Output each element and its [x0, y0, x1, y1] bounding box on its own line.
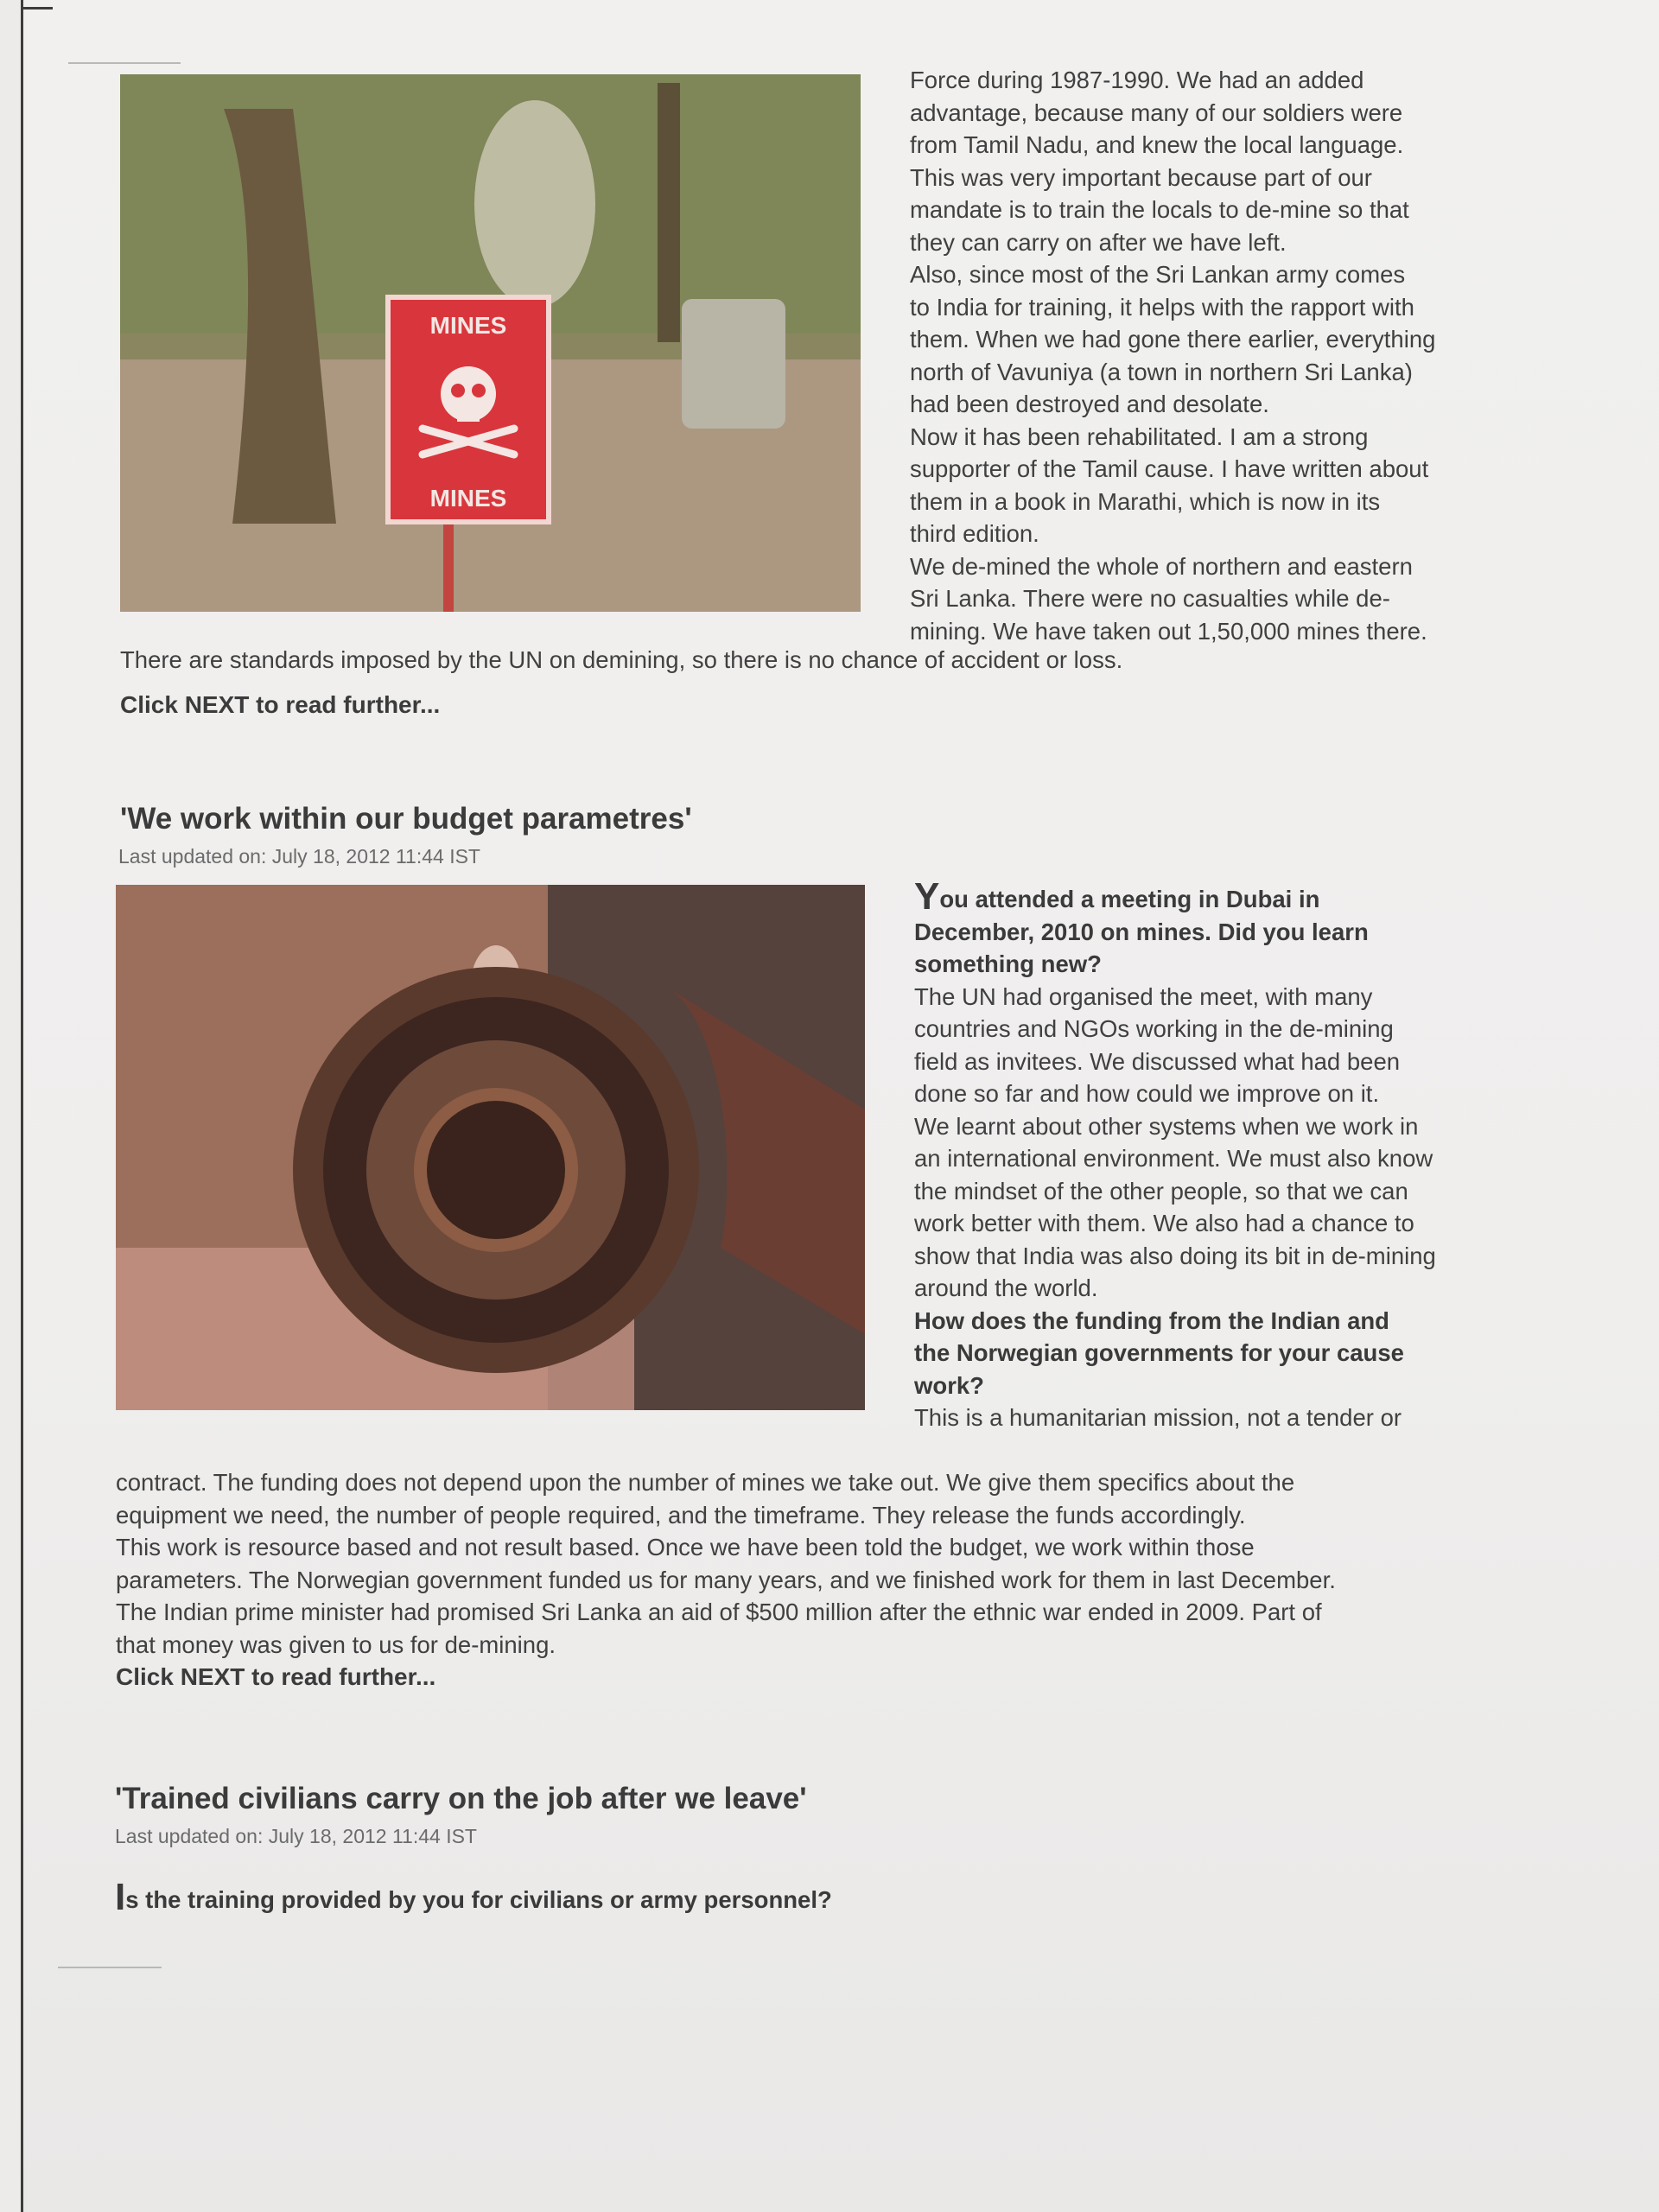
text-line: contract. The funding does not depend upon the number of mines we take out. We give them specifics about the: [116, 1469, 1295, 1496]
drop-cap: I: [115, 1876, 126, 1918]
text-line: had been destroyed and desolate.: [910, 391, 1269, 417]
text-line: We de-mined the whole of northern and eastern: [910, 552, 1413, 580]
text-line: The UN had organised the meet, with many: [914, 982, 1373, 1010]
sign-label-bottom: MINES: [429, 485, 507, 512]
text-line: to India for training, it helps with the rapport with: [910, 293, 1414, 321]
text-line: We learnt about other systems when we work in: [914, 1112, 1419, 1140]
text-line: work?: [914, 1371, 984, 1399]
text-line: This is a humanitarian mission, not a tender or: [914, 1404, 1402, 1431]
text-line: they can carry on after we have left.: [910, 228, 1287, 256]
text-line: Force during 1987-1990. We had an added: [910, 67, 1364, 93]
text-line: ou attended a meeting in Dubai in: [939, 886, 1320, 912]
text-line: mining. We have taken out 1,50,000 mines there.: [910, 617, 1427, 645]
interview-question: How does the funding from the Indian and: [914, 1306, 1389, 1334]
text-line: advantage, because many of our soldiers were: [910, 99, 1403, 126]
text-line: Also, since most of the Sri Lankan army comes: [910, 261, 1406, 288]
text-line: from Tamil Nadu, and knew the local language.: [910, 131, 1404, 158]
text-line: Sri Lanka. There were no casualties while de-: [910, 585, 1390, 612]
click-next-link[interactable]: Click NEXT to read further...: [120, 691, 441, 718]
text-line: north of Vavuniya (a town in northern Sri Lanka): [910, 358, 1413, 385]
click-next-link[interactable]: Click NEXT to read further...: [116, 1663, 436, 1690]
article-headline: 'We work within our budget parametres': [120, 802, 692, 836]
text-line: There are standards imposed by the UN on demining, so there is no chance of accident or loss.: [120, 646, 1123, 673]
article-dateline: Last updated on: July 18, 2012 11:44 IST: [118, 845, 480, 868]
text-line: around the world.: [914, 1274, 1098, 1301]
printed-page: [21, 0, 1659, 2212]
article-dateline: Last updated on: July 18, 2012 11:44 IST: [115, 1825, 477, 1847]
text-line: them. When we had gone there earlier, everything: [910, 326, 1436, 353]
text-line: an international environment. We must also know: [914, 1145, 1433, 1172]
text-line: parameters. The Norwegian government funded us for many years, and we finished work for them in last December.: [116, 1566, 1336, 1593]
text-line: equipment we need, the number of people required, and the timeframe. They release the funds accordingly.: [116, 1501, 1246, 1529]
text-line: supporter of the Tamil cause. I have written about: [910, 455, 1429, 482]
section-trained-civilians: [23, 0, 1659, 2212]
text-line: This was very important because part of our: [910, 163, 1372, 191]
text-line: This work is resource based and not result based. Once we have been told the budget, we work within those: [116, 1534, 1255, 1560]
text-line: done so far and how could we improve on it.: [914, 1080, 1380, 1107]
text-line: December, 2010 on mines. Did you learn: [914, 918, 1369, 945]
text-line: countries and NGOs working in the de-mining: [914, 1015, 1394, 1042]
text-line: field as invitees. We discussed what had been: [914, 1047, 1401, 1075]
text-line: work better with them. We also had a chance to: [914, 1210, 1414, 1236]
question-text: s the training provided by you for civilians or army personnel?: [125, 1886, 832, 1913]
text-line: third edition.: [910, 520, 1039, 547]
text-line: something new?: [914, 950, 1102, 977]
interview-question: [115, 1876, 832, 1918]
text-line: the mindset of the other people, so that we can: [914, 1177, 1408, 1205]
text-line: mandate is to train the locals to de-mine so that: [910, 196, 1409, 223]
sign-label-top: MINES: [429, 312, 507, 339]
text-line: the Norwegian governments for your cause: [914, 1339, 1404, 1366]
text-line: The Indian prime minister had promised Sri Lanka an aid of $500 million after the ethnic war ended in 2009. Part of: [116, 1599, 1322, 1625]
text-line: show that India was also doing its bit in de-mining: [914, 1242, 1436, 1269]
text-line: them in a book in Marathi, which is now in its: [910, 487, 1381, 515]
article-headline: 'Trained civilians carry on the job after we leave': [115, 1782, 807, 1815]
text-line: that money was given to us for de-mining.: [116, 1630, 556, 1658]
drop-cap: Y: [914, 875, 940, 918]
text-line: Now it has been rehabilitated. I am a strong: [910, 423, 1369, 450]
